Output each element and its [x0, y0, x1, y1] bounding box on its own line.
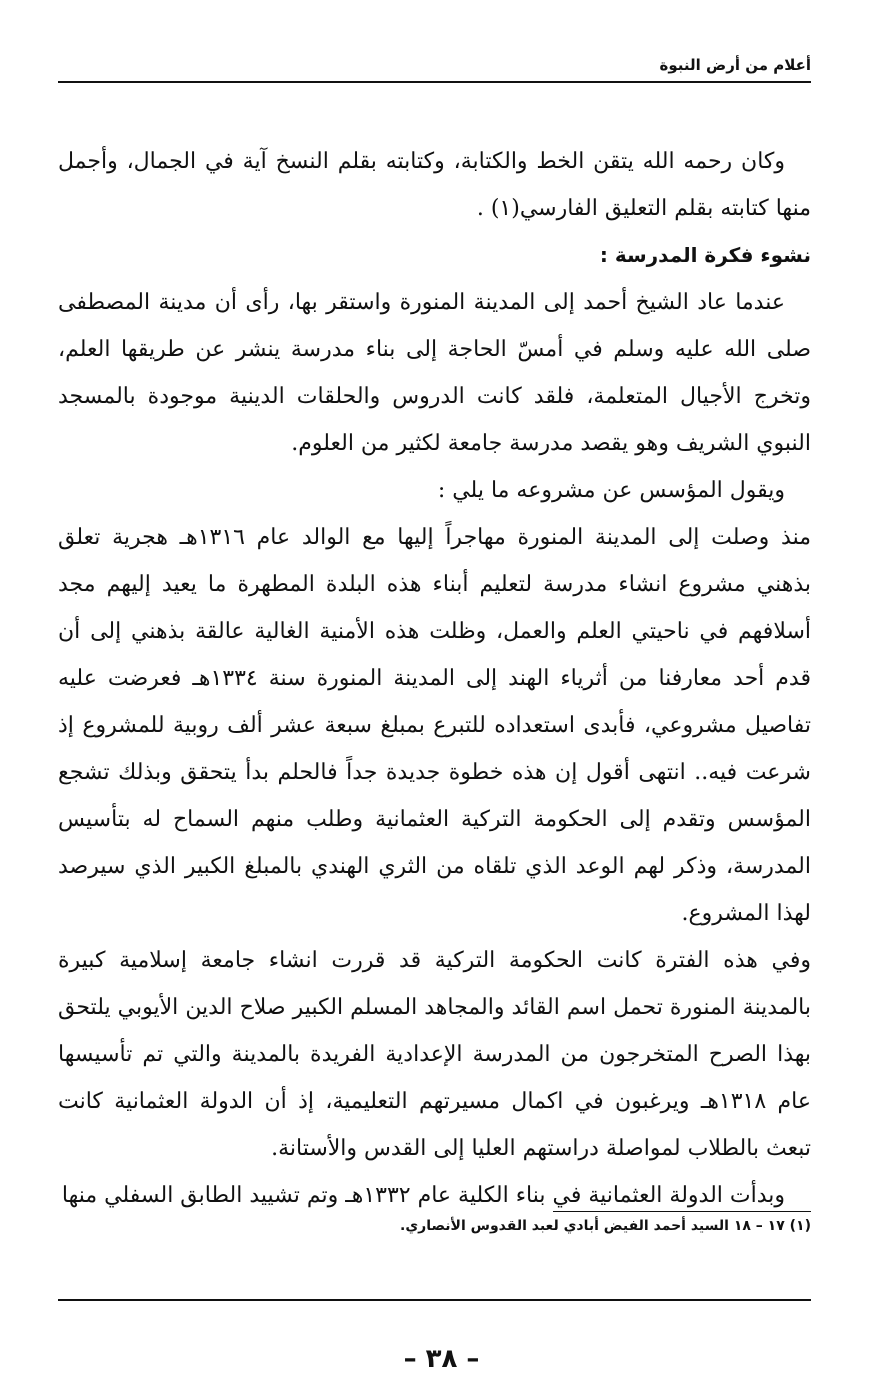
footnote: (١) ١٧ – ١٨ السيد أحمد الفيض أبادي لعبد القدوس الأنصاري. — [400, 1218, 811, 1234]
main-text — [58, 138, 811, 1219]
running-header-title: أعلام من أرض النبوة — [659, 56, 811, 74]
paragraph-3: ويقول المؤسس عن مشروعه ما يلي : — [437, 478, 785, 503]
paragraph-6: وبدأت الدولة العثمانية في بناء الكلية عام ١٣٣٢هـ وتم تشييد الطابق السفلي منها — [61, 1183, 785, 1208]
paragraph-5: وفي هذه الفترة كانت الحكومة التركية قد قررت انشاء جامعة إسلامية كبيرة بالمدينة المنورة تحمل اسم القائد والمجاهد المسلم الكبير صلاح الدين الأيوبي يلتحق بهذا الصرح المتخرجون من المدرسة الإعدادية الفريدة بالمدينة والتي تم تأسيسها عام ١٣١٨هـ ويرغبون في اكمال مسيرتهم التعليمية، إذ أن الدولة العثمانية كانت تبعث بالطلاب لمواصلة دراستهم العليا إلى القدس والأستانة. — [58, 948, 811, 1161]
paragraph-2: عندما عاد الشيخ أحمد إلى المدينة المنورة واستقر بها، رأى أن مدينة المصطفى صلى الله عليه وسلم في أمسّ الحاجة إلى بناء مدرسة ينشر عن طريقها العلم، وتخرج الأجيال المتعلمة، فلقد كانت الدروس والحلقات الدينية موجودة بالمسجد النبوي الشريف وهو يقصد مدرسة جامعة لكثير من العلوم. — [58, 290, 811, 456]
footer-rule — [58, 1299, 811, 1301]
page-number: – ٣٨ – — [403, 1344, 480, 1374]
header-rule — [58, 81, 811, 83]
footnote-rule — [553, 1211, 811, 1212]
paragraph-4: منذ وصلت إلى المدينة المنورة مهاجراً إليها مع الوالد عام ١٣١٦هـ هجرية تعلق بذهني مشروع انشاء مدرسة لتعليم أبناء هذه البلدة المطهرة ما يعيد إليهم مجد أسلافهم في ناحيتي العلم والعمل، وظلت هذه الأمنية الغالية عالقة بذهني إلى أن قدم أحد معارفنا من أثرياء الهند إلى المدينة المنورة سنة ١٣٣٤هـ فعرضت عليه تفاصيل مشروعي، فأبدى استعداده للتبرع بمبلغ سبعة عشر ألف روبية للمشروع إذ شرعت فيه.. انتهى أقول إن هذه خطوة جديدة جداً فالحلم بدأ يتحقق وبذلك تشجع المؤسس وتقدم إلى الحكومة التركية العثمانية وطلب منهم السماح له بتأسيس المدرسة، وذكر لهم الوعد الذي تلقاه من الثري الهندي بالمبلغ الكبير الذي سيرصد لهذا المشروع. — [58, 525, 811, 926]
section-heading: نشوء فكرة المدرسة : — [599, 243, 811, 267]
paragraph-1: وكان رحمه الله يتقن الخط والكتابة، وكتابته بقلم النسخ آية في الجمال، وأجمل منها كتابته بقلم التعليق الفارسي(١) . — [58, 149, 811, 221]
